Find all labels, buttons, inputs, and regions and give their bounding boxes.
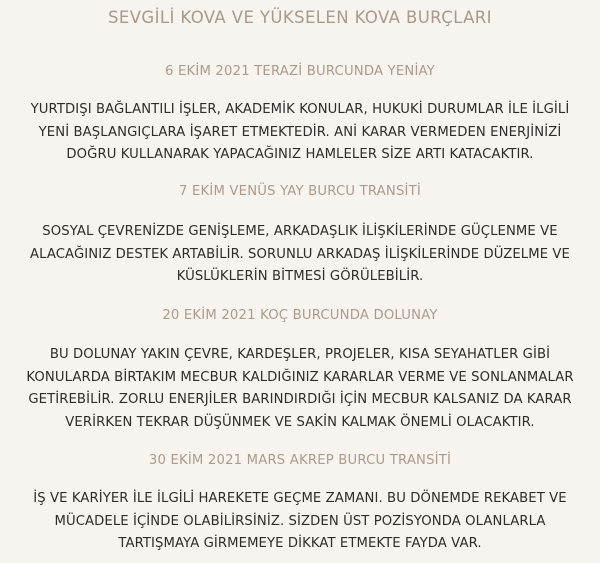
page-title: SEVGİLİ KOVA VE YÜKSELEN KOVA BURÇLARI: [108, 8, 492, 27]
section-body-mars-scorpio: [6, 488, 594, 556]
body-line: VERİRKEN TEKRAR DÜŞÜNMEK VE SAKİN KALMAK ÖNEMLİ OLACAKTIR.: [65, 414, 535, 430]
body-line: KONULARDA BİRTAKIM MECBUR KALDIĞINIZ KARARLAR VERME VE SONLANMALAR: [26, 369, 574, 385]
body-line: BU DOLUNAY YAKIN ÇEVRE, KARDEŞLER, PROJELER, KISA SEYAHATLER GİBİ: [49, 347, 551, 362]
section-heading-full-moon-aries: 20 EKİM 2021 KOÇ BURCUNDA DOLUNAY: [162, 308, 438, 323]
body-line: TARTIŞMAYA GİRMEMEYE DİKKAT ETMEKTE FAYDA VAR.: [118, 536, 482, 551]
section-body-new-moon-libra: [6, 99, 594, 167]
body-line: YENİ BAŞLANGIÇLARA İŞARET ETMEKTEDİR. ANİ KARAR VERMEDEN ENERJİNİZİ: [38, 124, 562, 140]
body-line: SOSYAL ÇEVRENİZDE GENİŞLEME, ARKADAŞLIK İLİŞKİLERİNDE GÜÇLENME VE: [42, 224, 558, 239]
section-heading-venus-sagittarius: 7 EKİM VENÜS YAY BURCU TRANSİTİ: [179, 184, 421, 199]
body-line: GETİREBİLİR. ZORLU ENERJİLER BARINDIRDIĞI İÇİN MECBUR KALSANIZ DA KARAR: [28, 392, 572, 407]
body-line: YURTDIŞI BAĞLANTILI İŞLER, AKADEMİK KONULAR, HUKUKİ DURUMLAR İLE İLGİLİ: [30, 102, 570, 117]
section-body-venus-sagittarius: [6, 221, 594, 289]
section-heading-mars-scorpio: 30 EKİM 2021 MARS AKREP BURCU TRANSİTİ: [148, 453, 452, 468]
section-body-full-moon-aries: [6, 344, 594, 434]
body-line: ALACAĞINIZ DESTEK ARTABİLİR. SORUNLU ARKADAŞ İLİŞKİLERİNDE DÜZELME VE: [29, 246, 570, 262]
body-line: DOĞRU KULLANARAK YAPACAĞINIZ HAMLELER SİZE ARTI KATACAKTIR.: [66, 147, 534, 162]
body-line: İŞ VE KARİYER İLE İLGİLİ HAREKETE GEÇME ZAMANI. BU DÖNEMDE REKABET VE: [33, 491, 567, 506]
section-heading-new-moon-libra: 6 EKİM 2021 TERAZİ BURCUNDA YENİAY: [165, 64, 435, 79]
body-line: MÜCADELE İÇİNDE OLABİLİRSİNİZ. SİZDEN ÜST POZİSYONDA OLANLARLA: [54, 513, 546, 529]
body-line: KÜSLÜKLERİN BİTMESİ GÖRÜLEBİLİR.: [176, 269, 424, 284]
